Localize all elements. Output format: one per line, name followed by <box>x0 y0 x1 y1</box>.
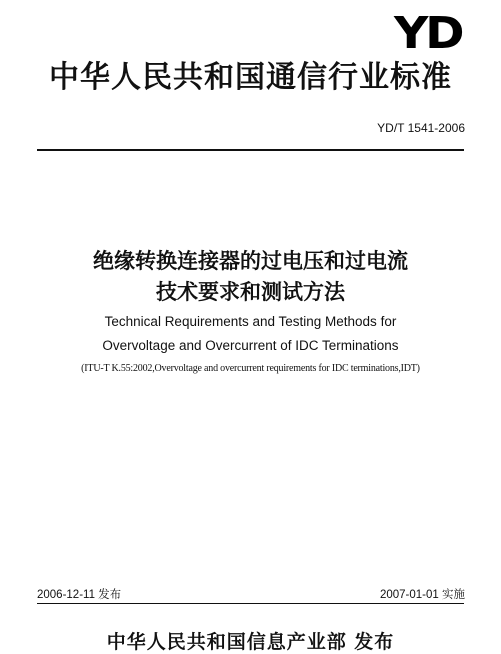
issue-date: 2006-12-11 发布 <box>37 589 122 601</box>
adoption-note: (ITU-T K.55:2002,Overvoltage and overcurrent requirements for IDC terminations,IDT) <box>81 363 420 374</box>
document-title-zh-line2: 技术要求和测试方法 <box>156 280 345 304</box>
implementation-date: 2007-01-01 实施 <box>379 589 465 601</box>
footer-divider <box>37 603 464 604</box>
issuing-authority: 中华人民共和国信息产业部 发布 <box>106 631 395 653</box>
document-title-en-line2: Overvoltage and Overcurrent of IDC Terminations <box>102 338 399 353</box>
document-title-en-line1: Technical Requirements and Testing Methods for <box>104 314 397 329</box>
header-divider <box>37 149 464 151</box>
document-title-zh-line1: 绝缘转换连接器的过电压和过电流 <box>93 249 408 273</box>
yd-logo: YD <box>393 8 461 59</box>
standard-code: YD/T 1541-2006 <box>377 121 465 135</box>
standard-category-title: 中华人民共和国通信行业标准 <box>49 60 452 95</box>
